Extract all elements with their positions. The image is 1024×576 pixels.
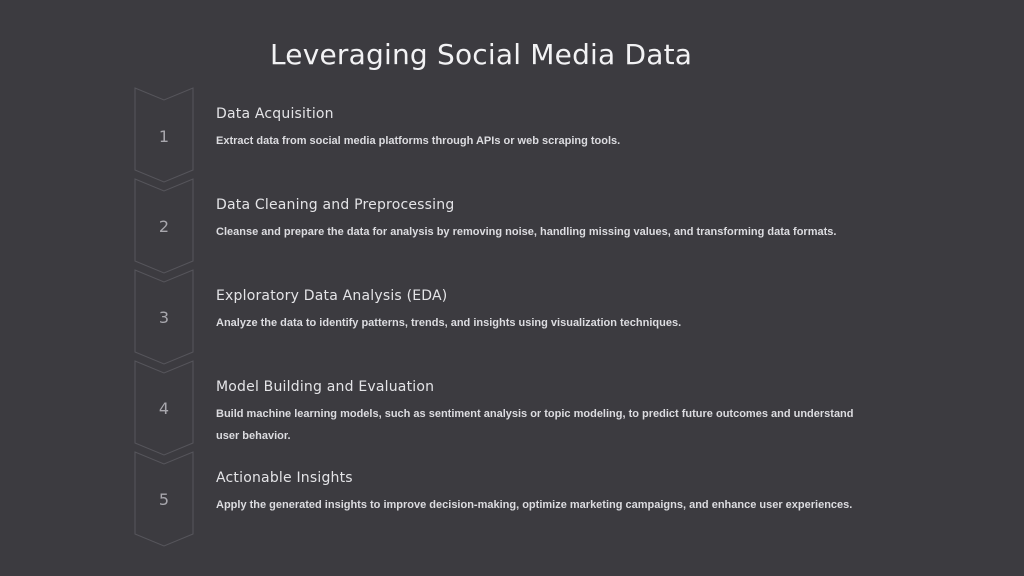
step-title: Model Building and Evaluation	[216, 379, 435, 395]
step-description: Extract data from social media platforms through APIs or web scraping tools.	[216, 135, 621, 147]
step-title: Actionable Insights	[216, 470, 353, 486]
step-description: Build machine learning models, such as sentiment analysis or topic modeling, to predict future outcomes and understand user behavior.	[216, 408, 854, 442]
step-title: Data Cleaning and Preprocessing	[216, 197, 455, 213]
step-number: 3	[158, 308, 170, 327]
step-number: 4	[158, 399, 170, 418]
step-number: 1	[158, 127, 170, 146]
step-description: Cleanse and prepare the data for analysis by removing noise, handling missing values, and transforming data formats.	[216, 226, 837, 238]
step-title: Exploratory Data Analysis (EDA)	[216, 288, 448, 304]
page-title: Leveraging Social Media Data	[270, 38, 693, 71]
step-title: Data Acquisition	[216, 106, 334, 122]
step-description: Apply the generated insights to improve decision-making, optimize marketing campaigns, and enhance user experiences.	[216, 499, 853, 511]
step-description: Analyze the data to identify patterns, trends, and insights using visualization techniques.	[216, 317, 682, 329]
step-number: 5	[158, 490, 170, 509]
step-number: 2	[158, 217, 170, 236]
